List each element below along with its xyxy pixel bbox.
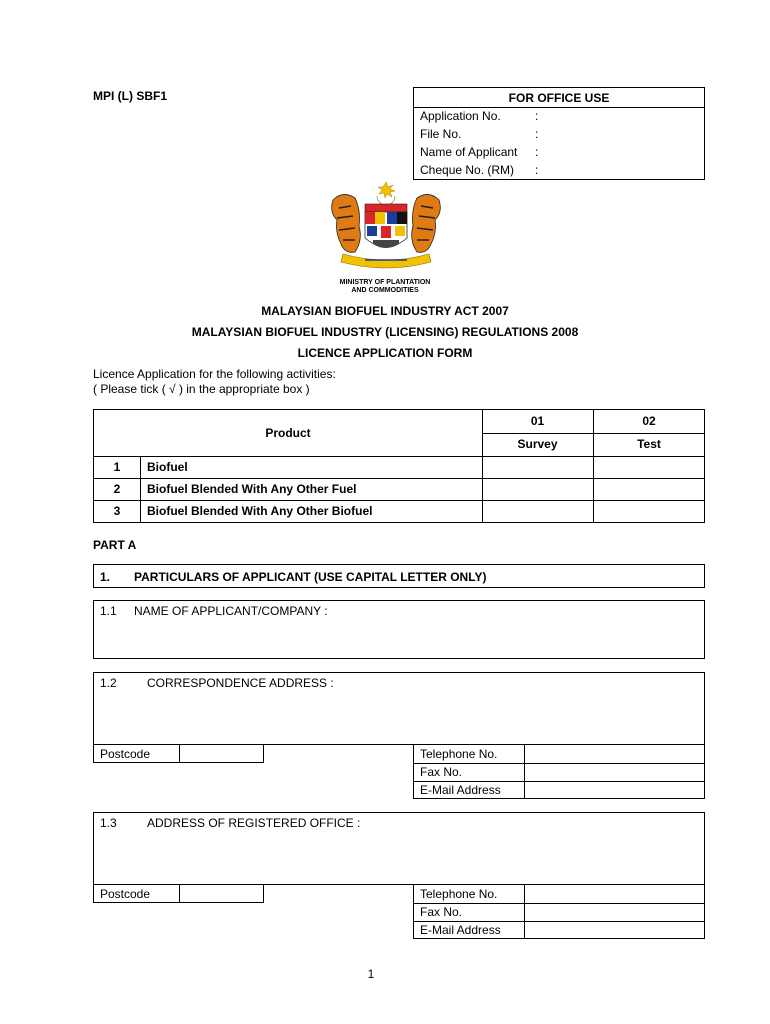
ministry-name-line1: MINISTRY OF PLANTATION	[339, 279, 431, 286]
telephone-label: Telephone No.	[420, 887, 498, 901]
fax-label: Fax No.	[420, 905, 463, 919]
product-row-number: 1	[113, 460, 121, 474]
section-1-header	[93, 564, 705, 588]
office-sep: :	[535, 109, 539, 123]
blended-fuel-survey-checkbox[interactable]	[483, 479, 592, 500]
office-use-box	[413, 87, 705, 180]
correspondence-postcode-input[interactable]	[180, 745, 264, 763]
correspondence-email-input[interactable]	[525, 782, 704, 799]
office-application-no-label: Application No.	[420, 109, 501, 123]
form-code: MPI (L) SBF1	[93, 89, 167, 103]
email-label: E-Mail Address	[420, 783, 501, 797]
registered-contact-table	[413, 884, 705, 939]
registered-office-label: ADDRESS OF REGISTERED OFFICE :	[147, 816, 361, 830]
product-row-name: Biofuel	[147, 460, 188, 474]
telephone-label: Telephone No.	[420, 747, 498, 761]
blended-fuel-test-checkbox[interactable]	[594, 479, 704, 500]
section-1-number: 1.	[100, 570, 111, 584]
registered-postcode-input[interactable]	[180, 885, 264, 903]
test-header: Test	[637, 437, 661, 451]
postcode-label: Postcode	[100, 887, 151, 901]
blended-biofuel-test-checkbox[interactable]	[594, 501, 704, 522]
section-1-1-number: 1.1	[100, 604, 117, 618]
correspondence-address-field[interactable]	[93, 672, 705, 745]
product-row-name: Biofuel Blended With Any Other Fuel	[147, 482, 357, 496]
survey-header: Survey	[517, 437, 558, 451]
correspondence-address-label: CORRESPONDENCE ADDRESS :	[147, 676, 334, 690]
section-1-3-number: 1.3	[100, 816, 117, 830]
applicant-name-field[interactable]	[93, 600, 705, 659]
biofuel-test-checkbox[interactable]	[594, 457, 704, 478]
registered-fax-input[interactable]	[525, 904, 704, 921]
survey-code: 01	[530, 414, 545, 428]
heading-regulations: MALAYSIAN BIOFUEL INDUSTRY (LICENSING) REGULATIONS 2008	[191, 325, 579, 339]
coat-of-arms-logo	[325, 180, 447, 276]
applicant-name-label: NAME OF APPLICANT/COMPANY :	[134, 604, 328, 618]
office-applicant-name-label: Name of Applicant	[420, 145, 518, 159]
registered-office-address-field[interactable]	[93, 812, 705, 885]
office-cheque-no-label: Cheque No. (RM)	[420, 163, 515, 177]
office-sep: :	[535, 127, 539, 141]
part-a-heading: PART A	[93, 538, 137, 552]
registered-email-input[interactable]	[525, 922, 704, 939]
office-use-title: FOR OFFICE USE	[508, 91, 610, 105]
correspondence-postcode-row	[93, 744, 264, 763]
correspondence-telephone-input[interactable]	[525, 745, 704, 763]
correspondence-contact-table	[413, 744, 705, 799]
section-1-title: PARTICULARS OF APPLICANT (USE CAPITAL LETTER ONLY)	[134, 570, 487, 584]
registered-telephone-input[interactable]	[525, 885, 704, 903]
biofuel-survey-checkbox[interactable]	[483, 457, 592, 478]
blended-biofuel-survey-checkbox[interactable]	[483, 501, 592, 522]
correspondence-fax-input[interactable]	[525, 764, 704, 781]
product-row-number: 3	[113, 504, 121, 518]
intro-line1: Licence Application for the following activities:	[93, 367, 336, 381]
office-sep: :	[535, 145, 539, 159]
registered-postcode-row	[93, 884, 264, 903]
section-1-2-number: 1.2	[100, 676, 117, 690]
test-code: 02	[642, 414, 656, 428]
product-row-number: 2	[113, 482, 121, 496]
ministry-name-line2: AND COMMODITIES	[351, 287, 419, 294]
heading-form-title: LICENCE APPLICATION FORM	[297, 346, 473, 360]
heading-act: MALAYSIAN BIOFUEL INDUSTRY ACT 2007	[261, 304, 509, 318]
office-file-no-label: File No.	[420, 127, 462, 141]
product-row-name: Biofuel Blended With Any Other Biofuel	[147, 504, 373, 518]
product-header: Product	[265, 426, 311, 440]
postcode-label: Postcode	[100, 747, 151, 761]
office-sep: :	[535, 163, 539, 177]
product-table	[93, 409, 705, 523]
page-number: 1	[367, 967, 375, 981]
email-label: E-Mail Address	[420, 923, 501, 937]
intro-line2: ( Please tick ( √ ) in the appropriate box )	[93, 382, 310, 396]
fax-label: Fax No.	[420, 765, 463, 779]
